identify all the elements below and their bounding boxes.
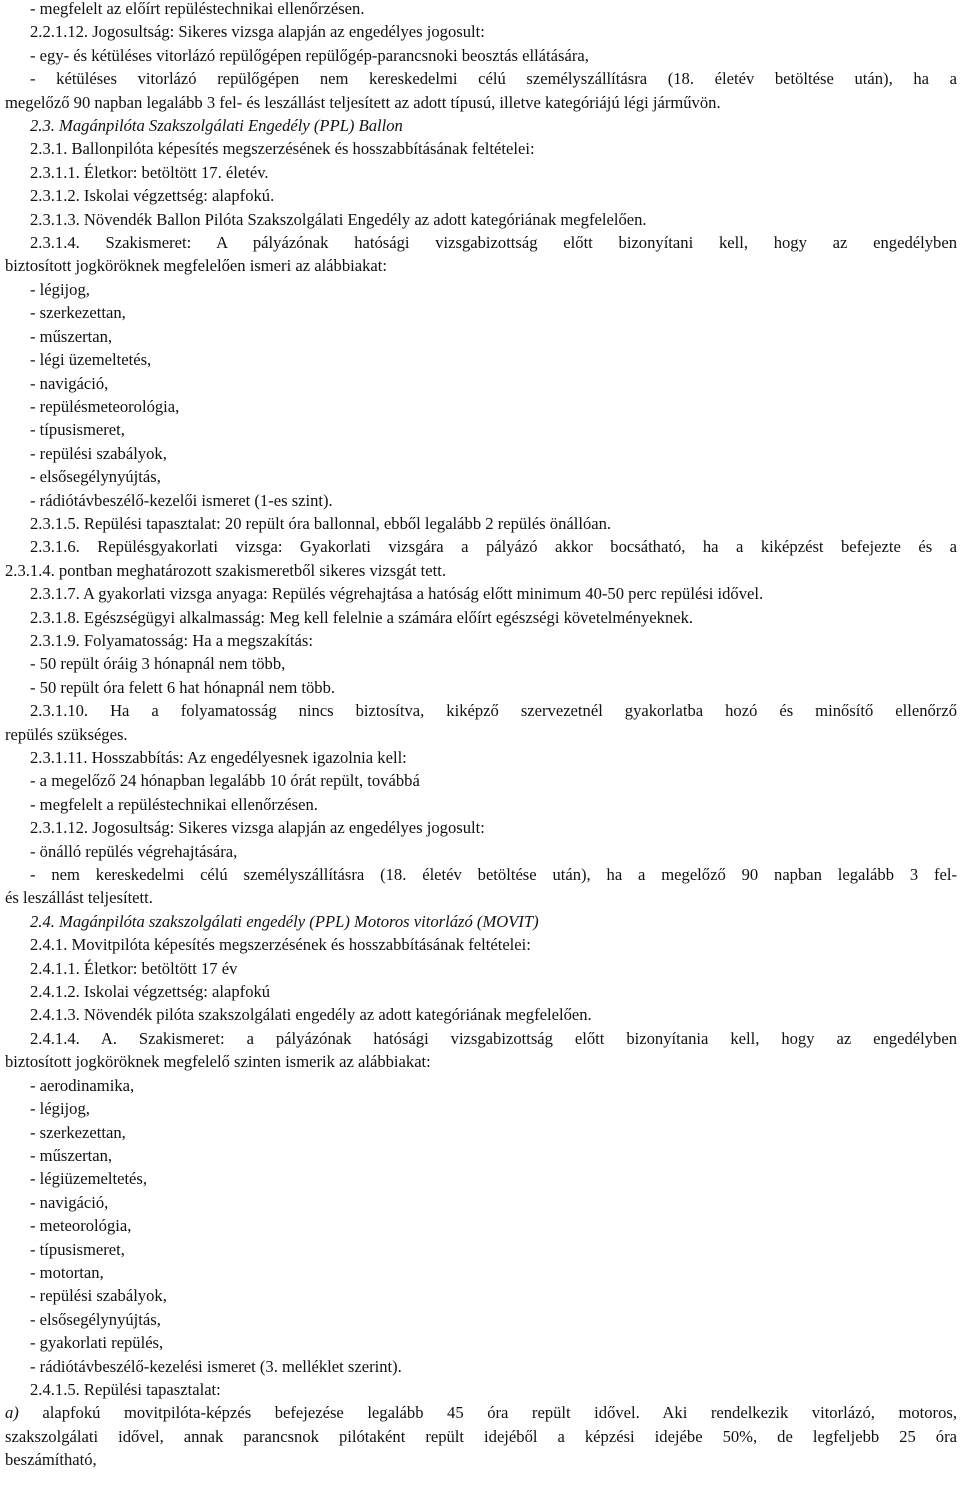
text-line: 2.4.1.4. A. Szakismeret: a pályázónak hatósági vizsgabizottság előtt bizonyítania kell, hogy az engedélyben bbox=[30, 1028, 957, 1048]
section-2-4-heading: 2.4. Magánpilóta szakszolgálati engedély (PPL) Motoros vitorlázó (MOVIT) bbox=[30, 911, 539, 931]
list-item: - elsősegélynyújtás, bbox=[30, 467, 161, 487]
list-item: - nem kereskedelmi célú személyszállításra (18. életév betöltése után), ha a megelőző 90 napban legalább 3 fel- bbox=[30, 865, 957, 885]
list-item: - szerkezettan, bbox=[30, 303, 126, 323]
list-item: - navigáció, bbox=[30, 1192, 109, 1212]
text-line: - egy- és kétüléses vitorlázó repülőgépen repülőgép-parancsnoki beosztás ellátására, bbox=[30, 45, 589, 65]
text-line: 2.3.1.6. Repülésgyakorlati vizsga: Gyakorlati vizsgára a pályázó akkor bocsátható, ha a kiképzést befejezte és a bbox=[30, 537, 957, 557]
list-item: - elsősegélynyújtás, bbox=[30, 1309, 161, 1329]
list-item: - típusismeret, bbox=[30, 420, 125, 440]
text-line: megelőző 90 napban legalább 3 fel- és leszállást teljesített az adott típusú, illetve kategóriájú légi járművön. bbox=[5, 92, 721, 112]
text-line: - megfelelt az előírt repüléstechnikai ellenőrzésen. bbox=[30, 0, 365, 18]
list-item: - repülési szabályok, bbox=[30, 1286, 167, 1306]
list-item: - műszertan, bbox=[30, 1145, 113, 1165]
section-2-3-heading: 2.3. Magánpilóta Szakszolgálati Engedély (PPL) Ballon bbox=[30, 116, 403, 136]
list-item: - 50 repült óráig 3 hónapnál nem több, bbox=[30, 654, 286, 674]
section-2-2-1-12-heading: 2.2.1.12. Jogosultság: Sikeres vizsga alapján az engedélyes jogosult: bbox=[30, 22, 485, 42]
text-line: 2.3.1.2. Iskolai végzettség: alapfokú. bbox=[30, 186, 275, 206]
text-line: 2.4.1.1. Életkor: betöltött 17 év bbox=[30, 958, 238, 978]
text-line: szakszolgálati idővel, annak parancsnok pilótaként repült idejéből a képzési idejébe 50%, de legfeljebb 25 óra bbox=[5, 1426, 957, 1446]
list-item: - repülésmeteorológia, bbox=[30, 396, 180, 416]
list-item: - aerodinamika, bbox=[30, 1075, 135, 1095]
text-line: és leszállást teljesített. bbox=[5, 888, 153, 908]
list-item: - gyakorlati repülés, bbox=[30, 1333, 164, 1353]
text-line: biztosított jogköröknek megfelelő szinten ismerik az alábbiakat: bbox=[5, 1052, 431, 1072]
list-item: - meteorológia, bbox=[30, 1216, 132, 1236]
text-line: 2.3.1.4. pontban meghatározott szakismeretből sikeres vizsgát tett. bbox=[5, 560, 446, 580]
list-item: - légijog, bbox=[30, 279, 90, 299]
list-marker: a) bbox=[5, 1403, 19, 1423]
text-line: 2.3.1.9. Folyamatosság: Ha a megszakítás: bbox=[30, 630, 313, 650]
list-item: - önálló repülés végrehajtására, bbox=[30, 841, 238, 861]
list-item: - típusismeret, bbox=[30, 1239, 125, 1259]
list-item: - légiüzemeltetés, bbox=[30, 1169, 148, 1189]
text-line: beszámítható, bbox=[5, 1450, 97, 1470]
text-line: 2.3.1.3. Növendék Ballon Pilóta Szakszolgálati Engedély az adott kategóriának megfelelően. bbox=[30, 209, 647, 229]
text-line-content: alapfokú movitpilóta-képzés befejezése legalább 45 óra repült idővel. Aki rendelkezik vitorlázó, motoros, bbox=[42, 1403, 957, 1423]
list-item: - rádiótávbeszélő-kezelési ismeret (3. melléklet szerint). bbox=[30, 1356, 402, 1376]
text-line: - kétüléses vitorlázó repülőgépen nem kereskedelmi célú személyszállításra (18. életév betöltése után), ha a bbox=[30, 69, 957, 89]
list-item: - a megelőző 24 hónapban legalább 10 órát repült, továbbá bbox=[30, 771, 420, 791]
list-item: - szerkezettan, bbox=[30, 1122, 126, 1142]
list-item: - műszertan, bbox=[30, 326, 113, 346]
list-item: - 50 repült óra felett 6 hat hónapnál nem több. bbox=[30, 677, 336, 697]
list-item: - motortan, bbox=[30, 1262, 104, 1282]
text-line: 2.4.1.2. Iskolai végzettség: alapfokú bbox=[30, 982, 271, 1002]
text-line: biztosított jogköröknek megfelelően ismeri az alábbiakat: bbox=[5, 256, 387, 276]
list-item: - rádiótávbeszélő-kezelői ismeret (1-es szint). bbox=[30, 490, 333, 510]
text-line: 2.3.1.8. Egészségügyi alkalmasság: Meg kell felelnie a számára előírt egészségi követelményeknek. bbox=[30, 607, 694, 627]
text-line bbox=[5, 1401, 957, 1424]
text-line: 2.3.1.5. Repülési tapasztalat: 20 repült óra ballonnal, ebből legalább 2 repülés önállóan. bbox=[30, 513, 612, 533]
list-item: - légijog, bbox=[30, 1099, 90, 1119]
section-2-4-1-heading: 2.4.1. Movitpilóta képesítés megszerzésének és hosszabbításának feltételei: bbox=[30, 935, 531, 955]
list-item: - légi üzemeltetés, bbox=[30, 350, 152, 370]
text-line: repülés szükséges. bbox=[5, 724, 128, 744]
section-2-3-1-heading: 2.3.1. Ballonpilóta képesítés megszerzésének és hosszabbításának feltételei: bbox=[30, 139, 535, 159]
text-line: 2.3.1.12. Jogosultság: Sikeres vizsga alapján az engedélyes jogosult: bbox=[30, 818, 485, 838]
text-line: 2.3.1.10. Ha a folyamatosság nincs biztosítva, kiképző szervezetnél gyakorlatba hozó és minősítő ellenőrző bbox=[30, 701, 957, 721]
list-item: - megfelelt a repüléstechnikai ellenőrzésen. bbox=[30, 794, 318, 814]
text-line: 2.4.1.5. Repülési tapasztalat: bbox=[30, 1379, 221, 1399]
text-line: 2.4.1.3. Növendék pilóta szakszolgálati engedély az adott kategóriának megfelelően. bbox=[30, 1005, 592, 1025]
text-line: 2.3.1.11. Hosszabbítás: Az engedélyesnek igazolnia kell: bbox=[30, 748, 407, 767]
text-line: 2.3.1.7. A gyakorlati vizsga anyaga: Repülés végrehajtása a hatóság előtt minimum 40-50 perc repülési idővel. bbox=[30, 584, 764, 604]
list-item: - navigáció, bbox=[30, 373, 109, 393]
document-page bbox=[5, 0, 957, 1472]
text-line: 2.3.1.4. Szakismeret: A pályázónak hatósági vizsgabizottság előtt bizonyítani kell, hogy az engedélyben bbox=[30, 233, 957, 253]
text-line: 2.3.1.1. Életkor: betöltött 17. életév. bbox=[30, 162, 269, 182]
list-item: - repülési szabályok, bbox=[30, 443, 167, 463]
